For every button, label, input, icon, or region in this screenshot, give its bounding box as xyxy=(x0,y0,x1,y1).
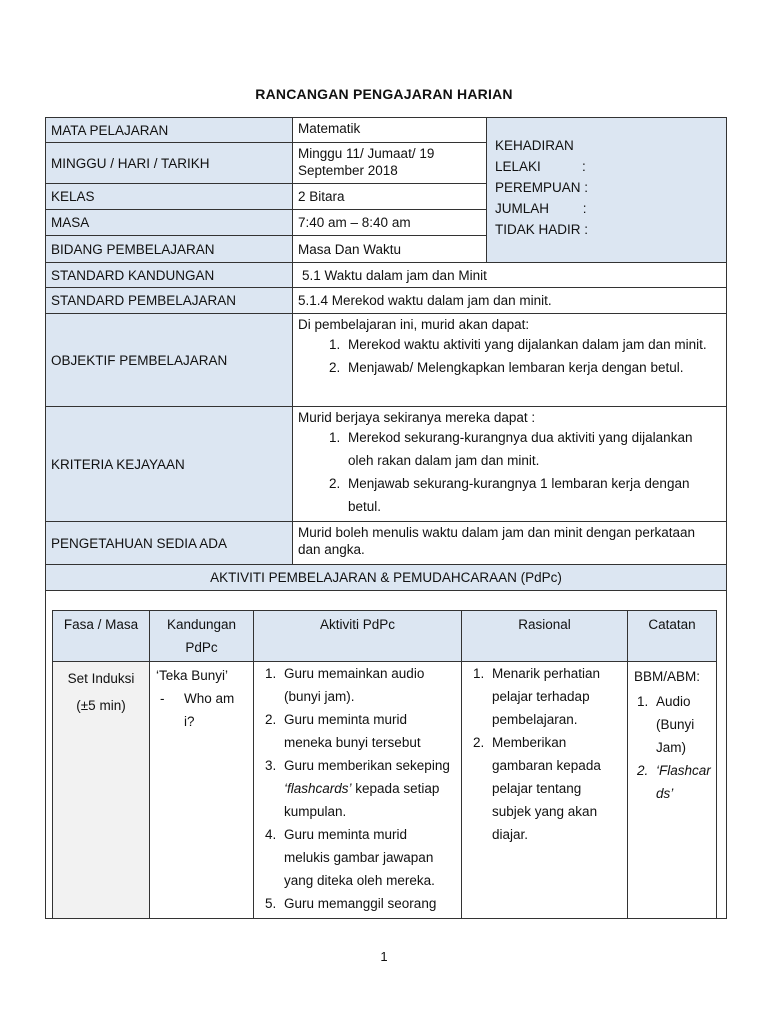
td-kandungan xyxy=(149,661,254,919)
objektif-item: 1. Merekod waktu aktiviti yang dijalankan dalam jam dan minit. xyxy=(344,333,721,356)
kriteria-intro: Murid berjaya sekiranya mereka dapat : xyxy=(298,410,536,425)
masa-label: MASA xyxy=(45,209,293,236)
aktiviti-item: 1. Guru memainkan audio (bunyi jam). xyxy=(280,662,455,708)
fasa-masa: (±5 min) xyxy=(76,698,126,713)
mata-pelajaran-label: MATA PELAJARAN xyxy=(45,117,293,143)
kriteria-list xyxy=(322,426,721,518)
kehadiran-box xyxy=(486,117,727,263)
minggu-label: MINGGU / HARI / TARIKH xyxy=(45,142,293,184)
pengetahuan-value: Murid boleh menulis waktu dalam jam dan minit dengan perkataan dan angka. xyxy=(292,521,727,565)
kehadiran-perempuan: PEREMPUAN : xyxy=(495,180,589,195)
kandungan-item: Who am i? xyxy=(184,691,235,729)
bidang-label: BIDANG PEMBELAJARAN xyxy=(45,235,293,263)
kriteria-label: KRITERIA KEJAYAAN xyxy=(45,406,293,522)
kandungan-dash: - xyxy=(160,691,165,706)
document-title: RANCANGAN PENGAJARAN HARIAN xyxy=(255,86,513,102)
pengetahuan-label: PENGETAHUAN SEDIA ADA xyxy=(45,521,293,565)
standard-kandungan-value: 5.1 Waktu dalam jam dan Minit xyxy=(292,262,727,288)
kelas-label: KELAS xyxy=(45,183,293,210)
standard-pembelajaran-value: 5.1.4 Merekod waktu dalam jam dan minit. xyxy=(292,287,727,314)
rasional-item: 2. Memberikan gambaran kepada pelajar tentang subjek yang akan diajar. xyxy=(488,731,621,846)
th-rasional: Rasional xyxy=(461,610,628,662)
page-number: 1 xyxy=(380,949,388,964)
aktiviti-item: 4. Guru meminta murid melukis gambar jawapan yang diteka oleh mereka. xyxy=(280,823,455,892)
kelas-value: 2 Bitara xyxy=(292,183,487,210)
td-aktiviti xyxy=(253,661,462,919)
kriteria-item: 2. Menjawab sekurang-kurangnya 1 lembaran kerja dengan betul. xyxy=(344,472,721,518)
objektif-intro: Di pembelajaran ini, murid akan dapat: xyxy=(298,317,530,332)
td-fasa xyxy=(52,661,150,919)
td-catatan xyxy=(627,661,717,919)
catatan-item: 1. Audio (Bunyi Jam) xyxy=(652,690,712,759)
aktiviti-item: 5. Guru memanggil seorang xyxy=(280,892,455,915)
aktiviti-list xyxy=(258,662,455,915)
kehadiran-tidak-hadir: TIDAK HADIR : xyxy=(495,222,589,237)
objektif-item: 2. Menjawab/ Melengkapkan lembaran kerja dengan betul. xyxy=(344,356,721,379)
th-kandungan: Kandungan PdPc xyxy=(149,610,254,662)
kandungan-title: ‘Teka Bunyi’ xyxy=(156,668,229,683)
aktiviti-item: 2. Guru meminta murid meneka bunyi tersebut xyxy=(280,708,455,754)
kriteria-content xyxy=(292,406,727,522)
kehadiran-title: KEHADIRAN xyxy=(495,138,574,153)
mata-pelajaran-value: Matematik xyxy=(292,117,487,143)
objektif-label: OBJEKTIF PEMBELAJARAN xyxy=(45,313,293,407)
kehadiran-lelaki: LELAKI : xyxy=(495,159,586,174)
objektif-list xyxy=(322,333,721,379)
kehadiran-jumlah: JUMLAH : xyxy=(495,201,587,216)
objektif-content xyxy=(292,313,727,407)
th-catatan: Catatan xyxy=(627,610,717,662)
td-rasional xyxy=(461,661,628,919)
rasional-item: 1. Menarik perhatian pelajar terhadap pembelajaran. xyxy=(488,662,621,731)
minggu-value: Minggu 11/ Jumaat/ 19 September 2018 xyxy=(292,142,487,184)
standard-kandungan-label: STANDARD KANDUNGAN xyxy=(45,262,293,288)
catatan-item: 2. ‘Flashcards’ xyxy=(652,759,712,805)
standard-pembelajaran-label: STANDARD PEMBELAJARAN xyxy=(45,287,293,314)
aktiviti-header: AKTIVITI PEMBELAJARAN & PEMUDAHCARAAN (PdPc) xyxy=(45,564,727,591)
fasa-name: Set Induksi xyxy=(67,671,135,686)
kriteria-item: 1. Merekod sekurang-kurangnya dua aktiviti yang dijalankan oleh rakan dalam jam dan minit. xyxy=(344,426,721,472)
bidang-value: Masa Dan Waktu xyxy=(292,235,487,263)
rasional-list xyxy=(466,662,621,846)
aktiviti-item: 3. Guru memberikan sekeping ‘flashcards’ kepada setiap kumpulan. xyxy=(280,754,455,823)
th-fasa: Fasa / Masa xyxy=(52,610,150,662)
th-aktiviti: Aktiviti PdPc xyxy=(253,610,462,662)
catatan-title: BBM/ABM: xyxy=(634,669,701,684)
masa-value: 7:40 am – 8:40 am xyxy=(292,209,487,236)
catatan-list xyxy=(634,690,712,805)
